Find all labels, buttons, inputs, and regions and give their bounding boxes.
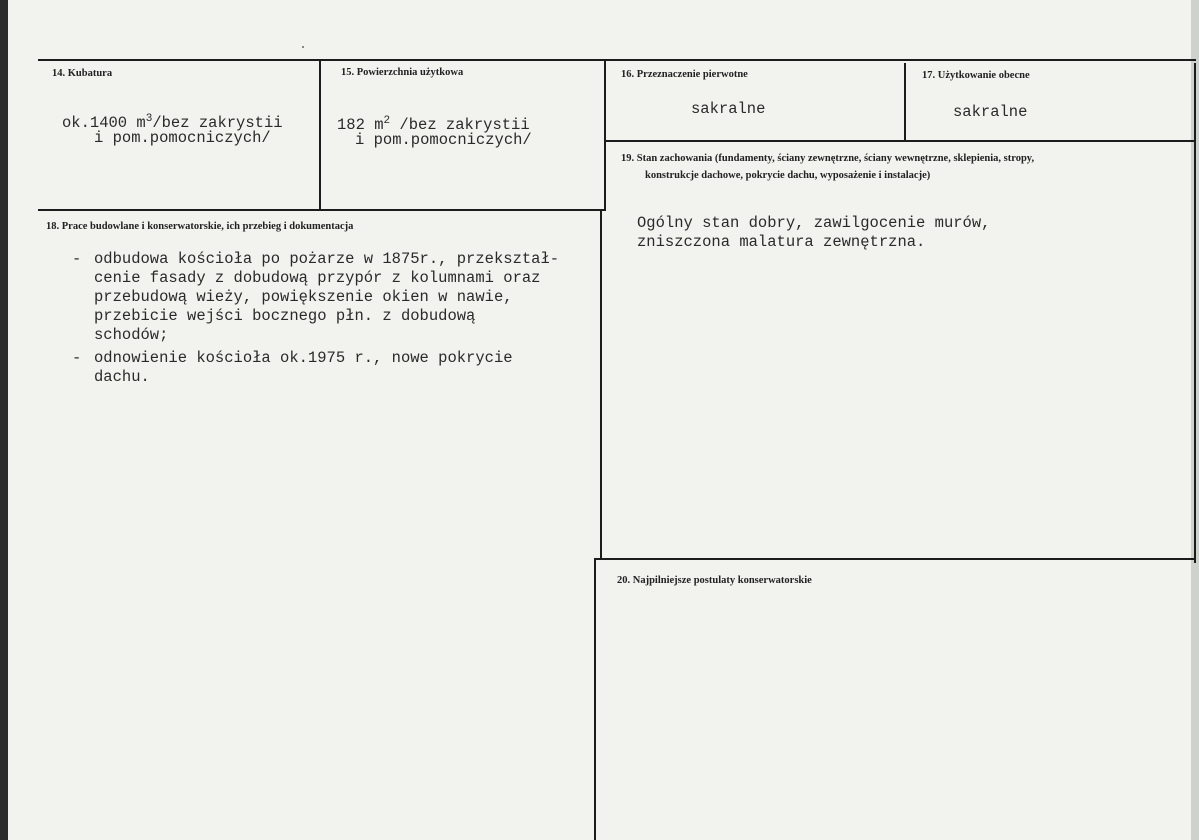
field-14-value-prefix: ok.1400 m	[62, 114, 146, 133]
field-15-value-suffix: /bez zakrystii	[390, 116, 530, 135]
field-17-value: sakralne	[953, 103, 1028, 121]
divider-18-19	[600, 209, 602, 559]
field-14-label: 14. Kubatura	[52, 68, 113, 79]
field-16-label: 16. Przeznaczenie pierwotne	[621, 69, 748, 80]
field-18-item-1-line4: przebicie wejści bocznego płn. z dobudową	[94, 307, 476, 325]
top-rule	[38, 59, 1196, 61]
field-18-label: 18. Prace budowlane i konserwatorskie, ich przebieg i dokumentacja	[46, 221, 354, 232]
field-18-item-1-line2: cenie fasady z dobudową przypór z kolumnami oraz	[94, 269, 541, 287]
field-18-item-1-line3: przebudową wieży, powiększenie okien w nawie,	[94, 288, 513, 306]
field-16-value: sakralne	[691, 100, 766, 118]
field-18-item-1-dash: -	[72, 250, 82, 268]
field-15-value-line2: i pom.pomocniczych/	[355, 131, 532, 149]
field-20-label: 20. Najpilniejsze postulaty konserwatorskie	[617, 575, 812, 586]
field-14-value-exponent: 3	[145, 113, 153, 125]
right-border	[1194, 63, 1196, 563]
rule-under-16-17	[606, 140, 1196, 142]
field-18-item-2-dash: -	[72, 349, 82, 367]
field-19-label-line2: konstrukcje dachowe, pokrycie dachu, wyposażenie i instalacje)	[645, 170, 931, 181]
field-18-item-1-line5: schodów;	[94, 326, 169, 344]
field-14-value-suffix: /bez zakrystii	[152, 114, 283, 133]
field-19-value-line1: Ogólny stan dobry, zawilgocenie murów,	[637, 214, 991, 232]
divider-18-20	[594, 558, 596, 840]
divider-16-17	[904, 63, 906, 141]
field-14-value-line2: i pom.pomocniczych/	[94, 129, 271, 147]
scan-speck	[302, 46, 304, 48]
divider-14-15	[319, 59, 321, 210]
field-18-item-2-line1: odnowienie kościoła ok.1975 r., nowe pokrycie	[94, 349, 513, 367]
field-19-label: 19. Stan zachowania (fundamenty, ściany zewnętrzne, ściany wewnętrzne, sklepienia, stropy,	[621, 153, 1035, 164]
rule-above-20	[596, 558, 1196, 560]
field-15-value-exponent: 2	[383, 115, 391, 127]
divider-15-16	[604, 59, 606, 210]
field-15-value-prefix: 182 m	[337, 116, 384, 135]
field-19-value-line2: zniszczona malatura zewnętrzna.	[637, 233, 926, 251]
rule-under-14-15	[38, 209, 606, 211]
field-18-item-2-line2: dachu.	[94, 368, 150, 386]
field-15-label: 15. Powierzchnia użytkowa	[341, 67, 464, 78]
field-18-item-1-line1: odbudowa kościoła po pożarze w 1875r., przekształ-	[94, 250, 560, 268]
scan-edge-left	[0, 0, 8, 840]
field-17-label: 17. Użytkowanie obecne	[922, 70, 1030, 81]
